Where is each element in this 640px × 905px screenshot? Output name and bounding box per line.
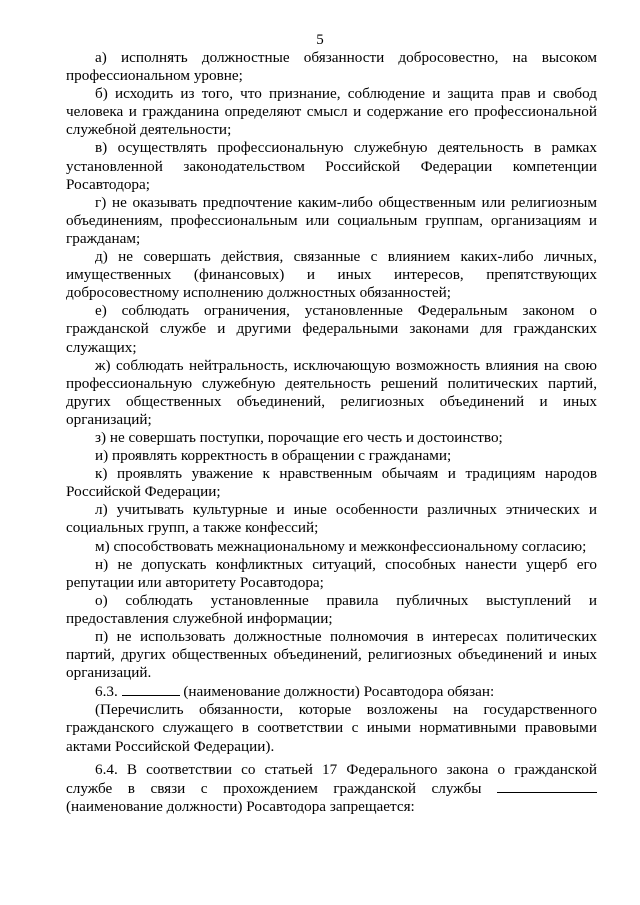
paragraph-n: н) не допускать конфликтных ситуаций, способных нанести ущерб его репутации или авторитету Росавтодора; bbox=[66, 555, 597, 591]
paragraph-l: л) учитывать культурные и иные особенности различных этнических и социальных групп, а также конфессий; bbox=[66, 501, 597, 537]
paragraph-zh: ж) соблюдать нейтральность, исключающую возможность влияния на свою профессиональную служебную деятельность решений политических партий, других общественных объединений, религиозных объединений и иных организаций; bbox=[66, 356, 597, 428]
section-6-3-text: (наименование должности) Росавтодора обязан: bbox=[183, 683, 495, 701]
paragraph-m: м) способствовать межнациональному и межконфессиональному согласию; bbox=[95, 537, 587, 555]
section-6-3 bbox=[66, 682, 597, 701]
document-body bbox=[66, 49, 597, 816]
section-6-4 bbox=[66, 761, 597, 816]
duties-instruction: (Перечислить обязанности, которые возложены на государственного гражданского служащего в соответствии с иными нормативными правовыми актами Российской Федерации). bbox=[66, 701, 597, 755]
paragraph-o: о) соблюдать установленные правила публичных выступлений и предоставления служебной информации; bbox=[66, 591, 597, 627]
paragraph-k: к) проявлять уважение к нравственным обычаям и традициям народов Российской Федерации; bbox=[66, 465, 597, 501]
paragraph-p: п) не использовать должностные полномочия в интересах политических партий, других общественных объединений, религиозных объединений и иных организаций. bbox=[66, 628, 597, 682]
page-number: 5 bbox=[316, 32, 324, 48]
section-6-4-text-after: (наименование должности) Росавтодора запрещается: bbox=[66, 797, 415, 815]
paragraph-g: г) не оказывать предпочтение каким-либо общественным или религиозным объединениям, профессиональным или социальным группам, организациям и гражданам; bbox=[66, 193, 597, 247]
position-blank-line bbox=[122, 682, 180, 696]
paragraph-i: и) проявлять корректность в обращении с гражданами; bbox=[95, 447, 452, 465]
paragraph-a: а) исполнять должностные обязанности добросовестно, на высоком профессиональном уровне; bbox=[66, 49, 597, 85]
paragraph-b: б) исходить из того, что признание, соблюдение и защита прав и свобод человека и гражданина определяют смысл и содержание его профессиональной служебной деятельности; bbox=[66, 85, 597, 139]
section-6-3-number: 6.3. bbox=[95, 683, 118, 701]
paragraph-e: е) соблюдать ограничения, установленные Федеральным законом о гражданской службе и другими федеральными законами для гражданских служащих; bbox=[66, 302, 597, 356]
section-6-4-text-before: 6.4. В соответствии со статьей 17 Федерального закона о гражданской службе в связи с прохождением гражданской службы bbox=[66, 760, 597, 797]
paragraph-d: д) не совершать действия, связанные с влиянием каких-либо личных, имущественных (финансовых) и иных интересов, препятствующих добросовестному исполнению должностных обязанностей; bbox=[66, 248, 597, 302]
paragraph-v: в) осуществлять профессиональную служебную деятельность в рамках установленной законодательством Российской Федерации компетенции Росавтодора; bbox=[66, 139, 597, 193]
paragraph-z: з) не совершать поступки, порочащие его честь и достоинство; bbox=[95, 428, 503, 446]
position-blank-line-2 bbox=[497, 779, 597, 793]
